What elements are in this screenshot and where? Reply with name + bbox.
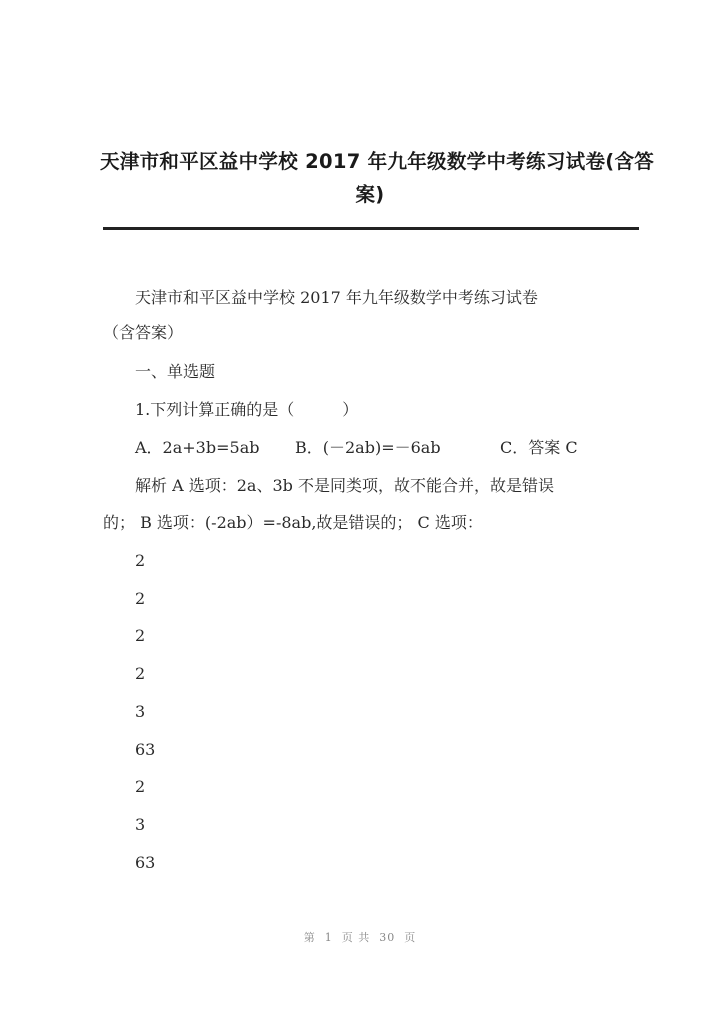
title-divider xyxy=(103,227,639,230)
stray-number: 2 xyxy=(135,777,146,796)
page-footer: 第 1 页 共 30 页 xyxy=(303,931,417,944)
option-c: C．答案 C xyxy=(500,438,578,457)
question-1: 1.下列计算正确的是（ ） xyxy=(135,400,359,419)
stray-number: 3 xyxy=(135,815,146,834)
title-line-2: 案) xyxy=(355,183,385,206)
option-a: A．2a+3b=5ab xyxy=(135,438,260,457)
stray-number: 63 xyxy=(135,853,156,872)
analysis-line-2: 的； B 选项：(-2ab）=-8ab,故是错误的； C 选项： xyxy=(103,513,483,532)
stray-number: 2 xyxy=(135,589,146,608)
stray-number: 2 xyxy=(135,551,146,570)
stray-number: 3 xyxy=(135,702,146,721)
section-heading: 一、单选题 xyxy=(135,362,216,381)
question-1-options xyxy=(135,438,578,458)
intro-line-2: （含答案） xyxy=(103,323,184,342)
option-b: B．(－2ab)=－6ab xyxy=(295,438,441,457)
document-title xyxy=(100,145,655,211)
stray-number: 2 xyxy=(135,626,146,645)
title-line-1: 天津市和平区益中学校 2017 年九年级数学中考练习试卷(含答 xyxy=(100,150,655,173)
intro-line-1: 天津市和平区益中学校 2017 年九年级数学中考练习试卷 xyxy=(135,288,538,307)
analysis-line-1: 解析 A 选项：2a、3b 不是同类项，故不能合并，故是错误 xyxy=(135,476,554,495)
stray-number: 2 xyxy=(135,664,146,683)
stray-number: 63 xyxy=(135,740,156,759)
